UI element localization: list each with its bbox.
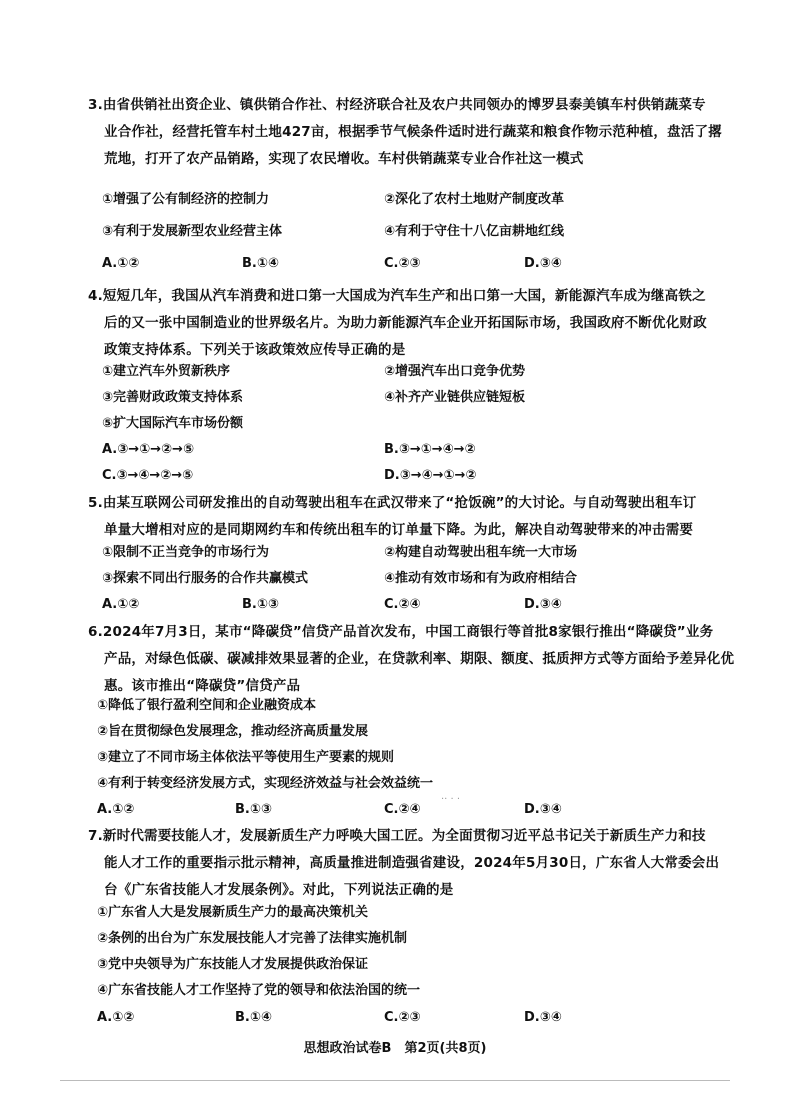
choice-a: A.①② (102, 597, 140, 612)
statement-1: ①降低了银行盈利空间和企业融资成本 (97, 698, 317, 713)
stem-line: 能人才工作的重要指示批示精神，高质量推进制造强省建设，2024年5月30日，广东省人大常委会出 (104, 855, 720, 871)
statement-1: ①限制不正当竞争的市场行为 (102, 545, 270, 560)
statement-1: ①广东省人大是发展新质生产力的最高决策机关 (97, 905, 369, 920)
statement-5: ⑤扩大国际汽车市场份额 (102, 416, 244, 431)
stem-line: 惠。该市推出“降碳贷”信贷产品 (104, 678, 301, 694)
statement-4: ④推动有效市场和有为政府相结合 (384, 571, 578, 586)
choice-c: C.②④ (384, 802, 421, 817)
question-4-stem (88, 283, 707, 364)
choice-d: D.③④ (524, 597, 562, 612)
choice-b: B.①③ (235, 802, 272, 817)
statement-2: ②构建自动驾驶出租车统一大市场 (384, 545, 578, 560)
stem-line: 政策支持体系。下列关于该政策效应传导正确的是 (104, 342, 406, 358)
stem-line: 6.2024年7月3日，某市“降碳贷”信贷产品首次发布，中国工商银行等首批8家银行推出“降碳贷”业务 (88, 624, 714, 640)
choice-c: C.③→④→②→⑤ (102, 468, 194, 483)
choice-a: A.①② (97, 1010, 135, 1025)
choice-b: B.①④ (235, 1010, 272, 1025)
statement-3: ③完善财政政策支持体系 (102, 390, 244, 405)
statement-2: ②旨在贯彻绿色发展理念，推动经济高质量发展 (97, 724, 369, 739)
statement-3: ③建立了不同市场主体依法平等使用生产要素的规则 (97, 750, 395, 765)
statement-4: ④有利于守住十八亿亩耕地红线 (384, 224, 565, 239)
choice-a: A.①② (102, 256, 140, 271)
stem-line: 产品，对绿色低碳、碳减排效果显著的企业，在贷款利率、期限、额度、抵质押方式等方面给予差异化优 (104, 651, 735, 667)
page-footer: 思想政治试卷B 第2页(共8页) (303, 1041, 487, 1056)
choice-b: B.③→①→④→② (384, 442, 476, 457)
stem-line: 4.短短几年，我国从汽车消费和进口第一大国成为汽车生产和出口第一大国，新能源汽车成为继高铁之 (88, 288, 706, 304)
choice-c: C.②③ (384, 256, 421, 271)
statement-3: ③有利于发展新型农业经营主体 (102, 224, 283, 239)
question-5-stem (88, 490, 697, 544)
statement-4: ④补齐产业链供应链短板 (384, 390, 526, 405)
stem-line: 业合作社，经营托管车村土地427亩，根据季节气候条件适时进行蔬菜和粮食作物示范种植，盘活了撂 (104, 124, 722, 140)
statement-4: ④广东省技能人才工作坚持了党的领导和依法治国的统一 (97, 983, 421, 998)
choice-b: B.①④ (242, 256, 279, 271)
statement-3: ③探索不同出行服务的合作共赢模式 (102, 571, 309, 586)
stem-line: 5.由某互联网公司研发推出的自动驾驶出租车在武汉带来了“抢饭碗”的大讨论。与自动驾驶出租车订 (88, 495, 697, 511)
statement-2: ②条例的出台为广东发展技能人才完善了法律实施机制 (97, 931, 408, 946)
stem-line: 荒地，打开了农产品销路，实现了农民增收。车村供销蔬菜专业合作社这一模式 (104, 151, 584, 167)
choice-a: A.③→①→②→⑤ (102, 442, 194, 457)
scan-speck: ·· · · (441, 794, 461, 805)
question-7-stem (88, 823, 720, 904)
choice-d: D.③④ (524, 256, 562, 271)
stem-line: 台《广东省技能人才发展条例》。对此，下列说法正确的是 (104, 882, 454, 898)
choice-b: B.①③ (242, 597, 279, 612)
choice-d: D.③④ (524, 1010, 562, 1025)
stem-line: 7.新时代需要技能人才，发展新质生产力呼唤大国工匠。为全面贯彻习近平总书记关于新质生产力和技 (88, 828, 706, 844)
stem-line: 单量大增相对应的是同期网约车和传统出租车的订单量下降。为此，解决自动驾驶带来的冲击需要 (104, 522, 694, 538)
statement-2: ②增强汽车出口竞争优势 (384, 364, 526, 379)
statement-3: ③党中央领导为广东技能人才发展提供政治保证 (97, 957, 369, 972)
statement-1: ①建立汽车外贸新秩序 (102, 364, 231, 379)
choice-c: C.②③ (384, 1010, 421, 1025)
choice-d: D.③→④→①→② (384, 468, 477, 483)
choice-a: A.①② (97, 802, 135, 817)
stem-line: 3.由省供销社出资企业、镇供销合作社、村经济联合社及农户共同领办的博罗县泰美镇车村供销蔬菜专 (88, 97, 706, 113)
choice-d: D.③④ (524, 802, 562, 817)
stem-line: 后的又一张中国制造业的世界级名片。为助力新能源汽车企业开拓国际市场，我国政府不断优化财政 (104, 315, 707, 331)
choice-c: C.②④ (384, 597, 421, 612)
question-3-stem (88, 92, 722, 173)
question-6-stem (88, 619, 735, 700)
statement-1: ①增强了公有制经济的控制力 (102, 192, 270, 207)
statement-2: ②深化了农村土地财产制度改革 (384, 192, 565, 207)
statement-4: ④有利于转变经济发展方式，实现经济效益与社会效益统一 (97, 776, 434, 791)
divider (60, 1080, 730, 1081)
